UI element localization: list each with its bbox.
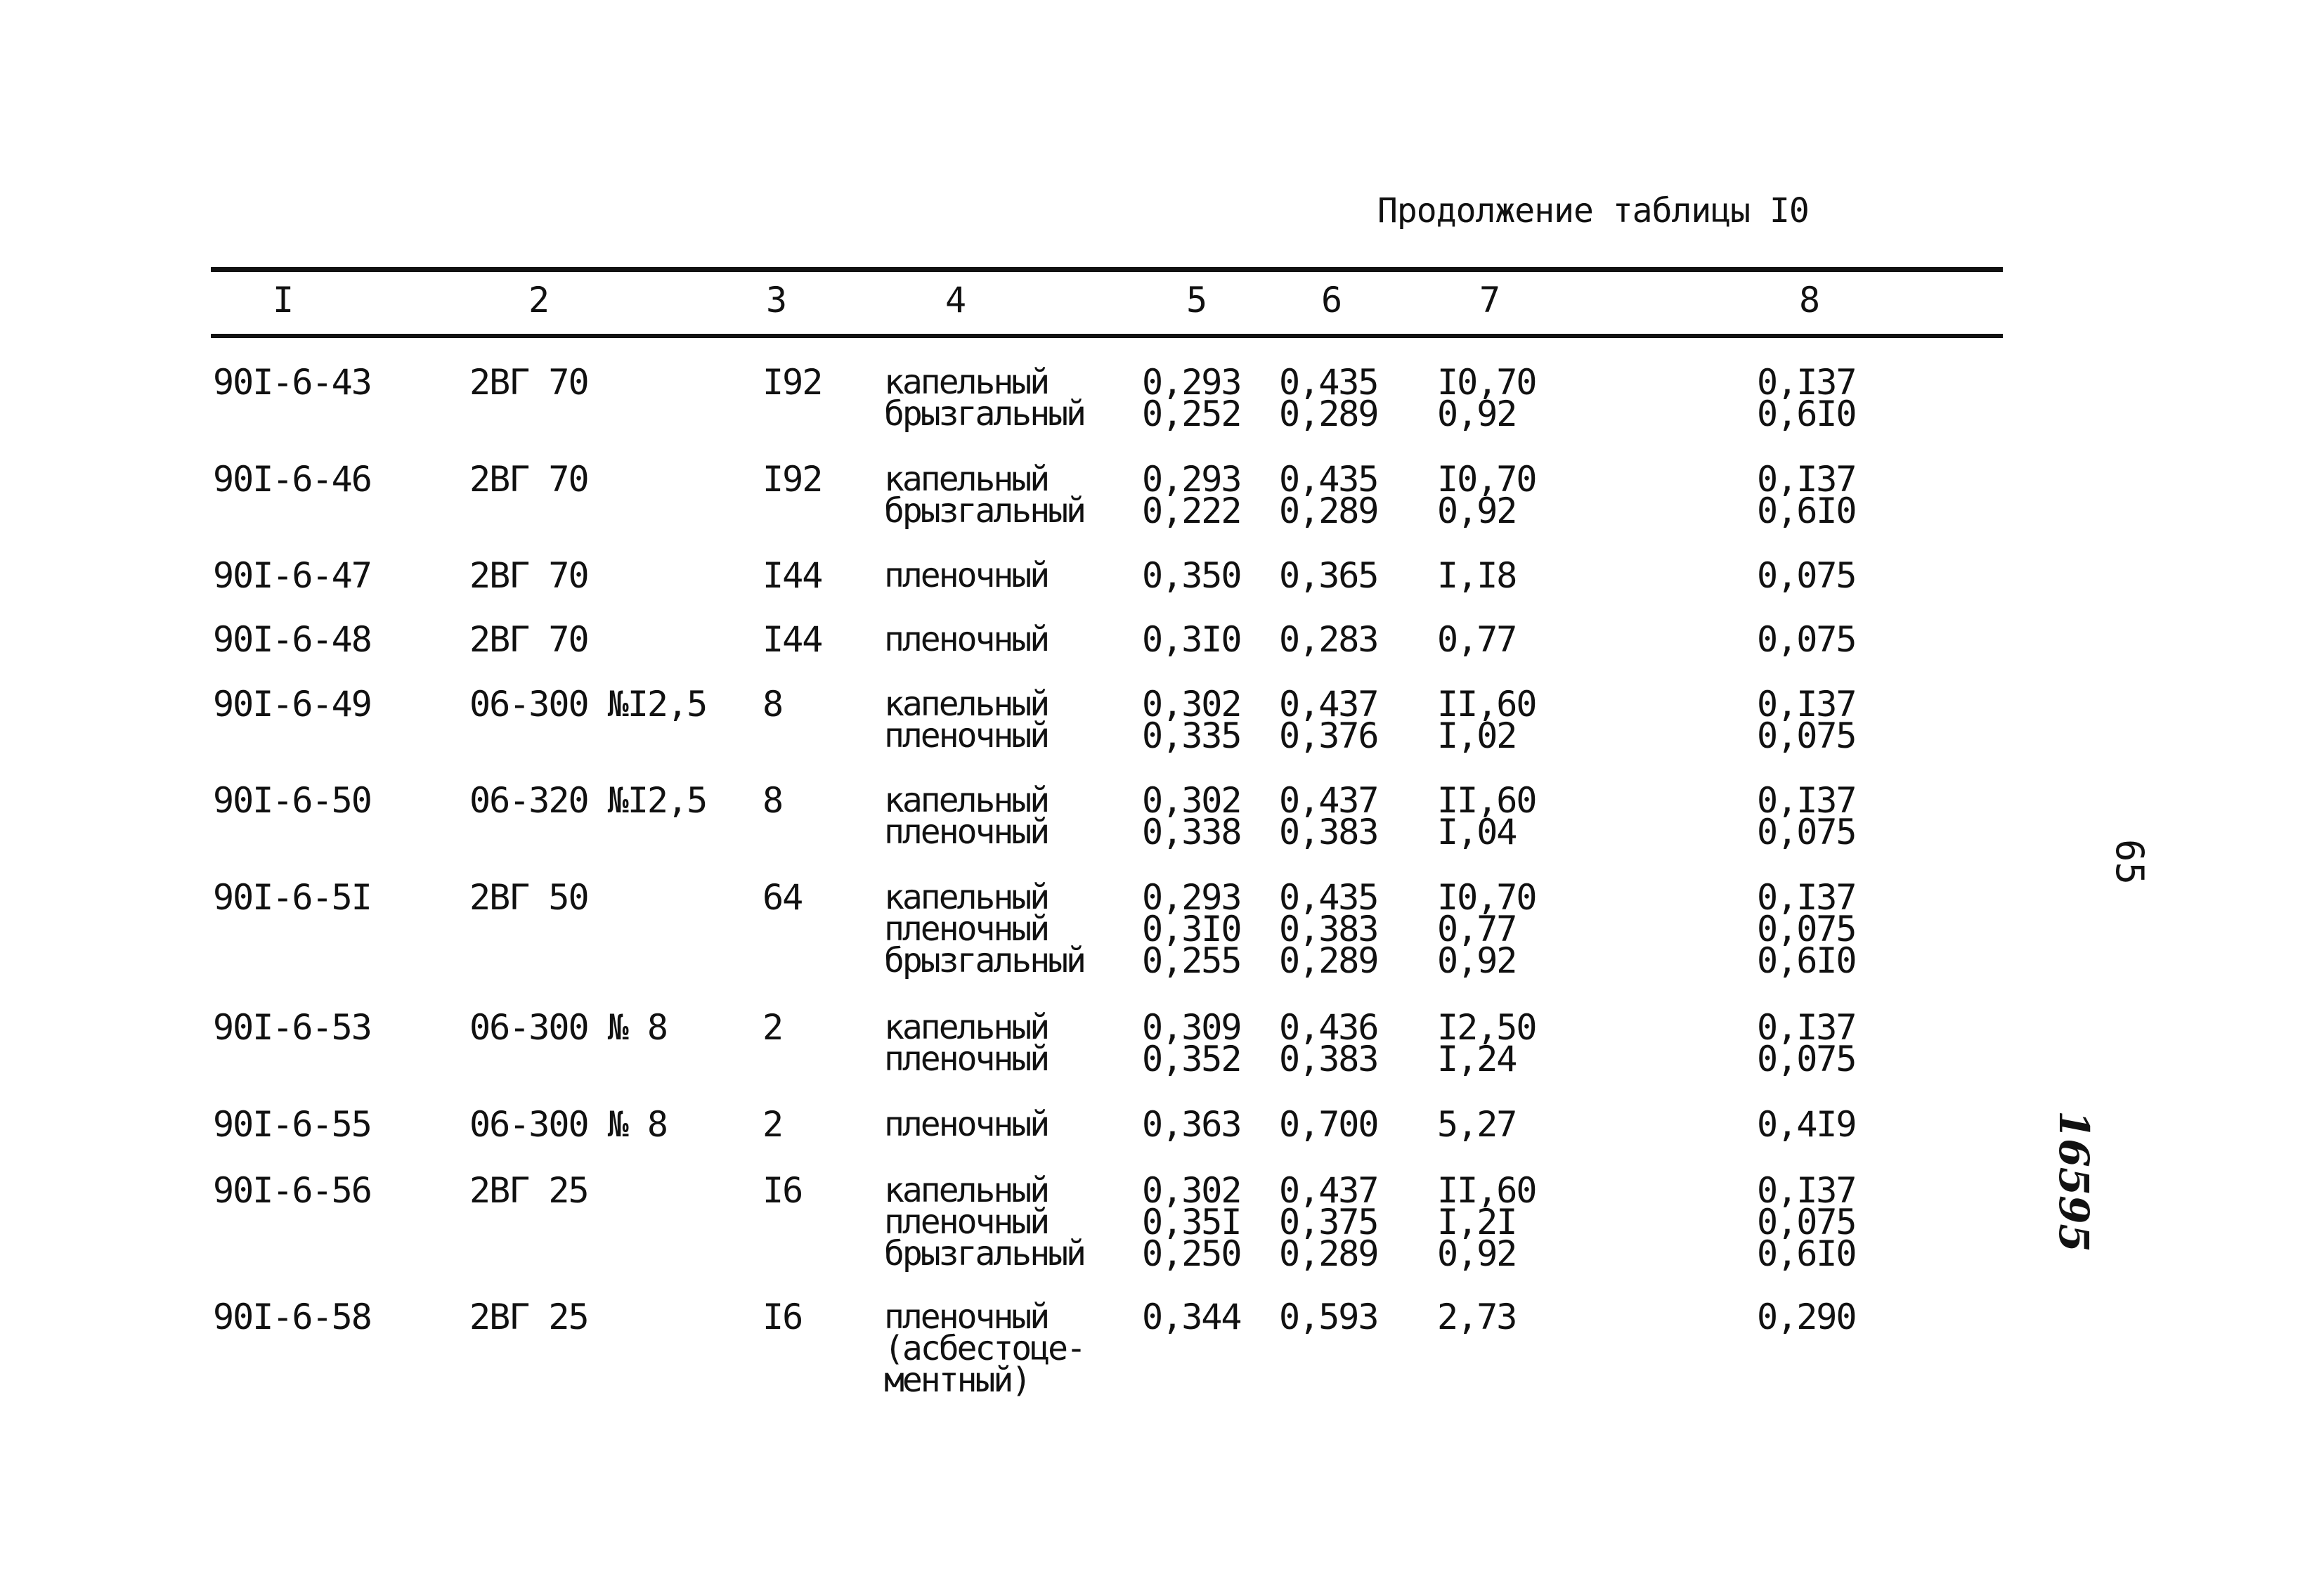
cell-sprinkler: капельный пленочный [884, 781, 1049, 852]
cell-sprinkler: капельный брызгальный [884, 363, 1084, 434]
cell-col7: I0,70 0,77 0,92 [1437, 877, 1536, 981]
cell-type: 2ВГ 50 [469, 877, 588, 918]
cell-count: I92 [762, 362, 822, 403]
table-top-rule [211, 267, 2003, 272]
cell-col5: 0,344 [1142, 1297, 1241, 1337]
cell-col6: 0,435 0,289 [1279, 362, 1378, 434]
cell-sprinkler: пленочный [884, 1105, 1049, 1144]
cell-col7: II,60 I,2I 0,92 [1437, 1170, 1536, 1274]
header-bottom-rule [211, 334, 2003, 338]
cell-col8: 0,I37 0,075 [1757, 1007, 1856, 1079]
cell-col5: 0,302 0,338 [1142, 780, 1241, 852]
cell-col8: 0,I37 0,6I0 [1757, 362, 1856, 434]
cell-col5: 0,350 [1142, 555, 1241, 596]
cell-col5: 0,3I0 [1142, 619, 1241, 660]
cell-sprinkler: капельный пленочный [884, 684, 1049, 755]
cell-col6: 0,283 [1279, 619, 1378, 660]
handwritten-stamp-number: 16595 [2050, 1110, 2098, 1252]
cell-col8: 0,4I9 [1757, 1104, 1856, 1145]
header-col-8: 8 [1799, 280, 1821, 320]
cell-project: 90I-6-47 [213, 555, 371, 596]
header-col-5: 5 [1186, 280, 1208, 320]
table-row [0, 555, 2324, 596]
cell-col8: 0,I37 0,075 [1757, 780, 1856, 852]
cell-type: 2ВГ 25 [469, 1170, 588, 1211]
cell-count: I6 [762, 1170, 803, 1211]
cell-col7: I0,70 0,92 [1437, 362, 1536, 434]
cell-type: 06-300 № 8 [469, 1007, 668, 1048]
table-row [0, 1104, 2324, 1145]
cell-type: 2ВГ 25 [469, 1297, 588, 1337]
cell-count: 64 [762, 877, 803, 918]
header-col-1: I [273, 280, 294, 320]
cell-col7: 5,27 [1437, 1104, 1517, 1145]
cell-col8: 0,I37 0,075 [1757, 684, 1856, 756]
cell-sprinkler: капельный брызгальный [884, 460, 1084, 531]
cell-col5: 0,293 0,222 [1142, 459, 1241, 531]
cell-col6: 0,435 0,289 [1279, 459, 1378, 531]
cell-type: 2ВГ 70 [469, 362, 588, 403]
cell-project: 90I-6-46 [213, 459, 371, 500]
cell-sprinkler: капельный пленочный брызгальный [884, 878, 1084, 980]
table-row [0, 1007, 2324, 1079]
header-col-6: 6 [1321, 280, 1343, 320]
cell-project: 90I-6-48 [213, 619, 371, 660]
cell-project: 90I-6-53 [213, 1007, 371, 1048]
cell-sprinkler: пленочный (асбестоце- ментный) [884, 1297, 1084, 1400]
cell-count: I6 [762, 1297, 803, 1337]
header-col-2: 2 [528, 280, 550, 320]
cell-col8: 0,I37 0,075 0,6I0 [1757, 877, 1856, 981]
cell-col7: II,60 I,04 [1437, 780, 1536, 852]
cell-type: 2ВГ 70 [469, 459, 588, 500]
cell-sprinkler: пленочный [884, 556, 1049, 595]
cell-col7: 0,77 [1437, 619, 1517, 660]
table-row [0, 684, 2324, 756]
table-row [0, 362, 2324, 434]
cell-col7: I,I8 [1437, 555, 1517, 596]
cell-type: 06-300 №I2,5 [469, 684, 707, 725]
cell-col8: 0,075 [1757, 555, 1856, 596]
cell-type: 06-300 № 8 [469, 1104, 668, 1145]
cell-sprinkler: капельный пленочный брызгальный [884, 1171, 1084, 1273]
cell-col5: 0,309 0,352 [1142, 1007, 1241, 1079]
cell-project: 90I-6-58 [213, 1297, 371, 1337]
cell-col6: 0,700 [1279, 1104, 1378, 1145]
cell-project: 90I-6-49 [213, 684, 371, 725]
cell-count: I44 [762, 555, 822, 596]
cell-sprinkler: капельный пленочный [884, 1008, 1049, 1079]
cell-project: 90I-6-56 [213, 1170, 371, 1211]
table-row [0, 459, 2324, 531]
cell-col6: 0,437 0,383 [1279, 780, 1378, 852]
cell-col8: 0,290 [1757, 1297, 1856, 1337]
cell-col6: 0,437 0,376 [1279, 684, 1378, 756]
table-row [0, 619, 2324, 660]
cell-type: 2ВГ 70 [469, 619, 588, 660]
table-row [0, 877, 2324, 981]
cell-col6: 0,436 0,383 [1279, 1007, 1378, 1079]
cell-col7: 2,73 [1437, 1297, 1517, 1337]
cell-col6: 0,365 [1279, 555, 1378, 596]
cell-type: 2ВГ 70 [469, 555, 588, 596]
cell-count: 2 [762, 1104, 783, 1145]
cell-col6: 0,593 [1279, 1297, 1378, 1337]
table-row [0, 780, 2324, 852]
cell-col8: 0,I37 0,6I0 [1757, 459, 1856, 531]
cell-project: 90I-6-50 [213, 780, 371, 821]
header-col-4: 4 [945, 280, 967, 320]
cell-col6: 0,435 0,383 0,289 [1279, 877, 1378, 981]
cell-col7: II,60 I,02 [1437, 684, 1536, 756]
cell-project: 90I-6-55 [213, 1104, 371, 1145]
cell-count: 8 [762, 780, 783, 821]
cell-col8: 0,I37 0,075 0,6I0 [1757, 1170, 1856, 1274]
cell-type: 06-320 №I2,5 [469, 780, 707, 821]
cell-col5: 0,302 0,35I 0,250 [1142, 1170, 1241, 1274]
header-col-7: 7 [1479, 280, 1501, 320]
cell-col5: 0,293 0,252 [1142, 362, 1241, 434]
page-number: 65 [2108, 838, 2153, 885]
cell-col8: 0,075 [1757, 619, 1856, 660]
cell-col6: 0,437 0,375 0,289 [1279, 1170, 1378, 1274]
header-col-3: 3 [766, 280, 788, 320]
cell-col7: I2,50 I,24 [1437, 1007, 1536, 1079]
table-caption: Продолжение таблицы I0 [1377, 191, 1809, 231]
cell-project: 90I-6-5I [213, 877, 371, 918]
cell-col5: 0,293 0,3I0 0,255 [1142, 877, 1241, 981]
table-row [0, 1297, 2324, 1400]
cell-project: 90I-6-43 [213, 362, 371, 403]
cell-count: I44 [762, 619, 822, 660]
cell-count: 8 [762, 684, 783, 725]
cell-sprinkler: пленочный [884, 620, 1049, 659]
cell-count: 2 [762, 1007, 783, 1048]
cell-count: I92 [762, 459, 822, 500]
cell-col5: 0,302 0,335 [1142, 684, 1241, 756]
cell-col7: I0,70 0,92 [1437, 459, 1536, 531]
cell-col5: 0,363 [1142, 1104, 1241, 1145]
